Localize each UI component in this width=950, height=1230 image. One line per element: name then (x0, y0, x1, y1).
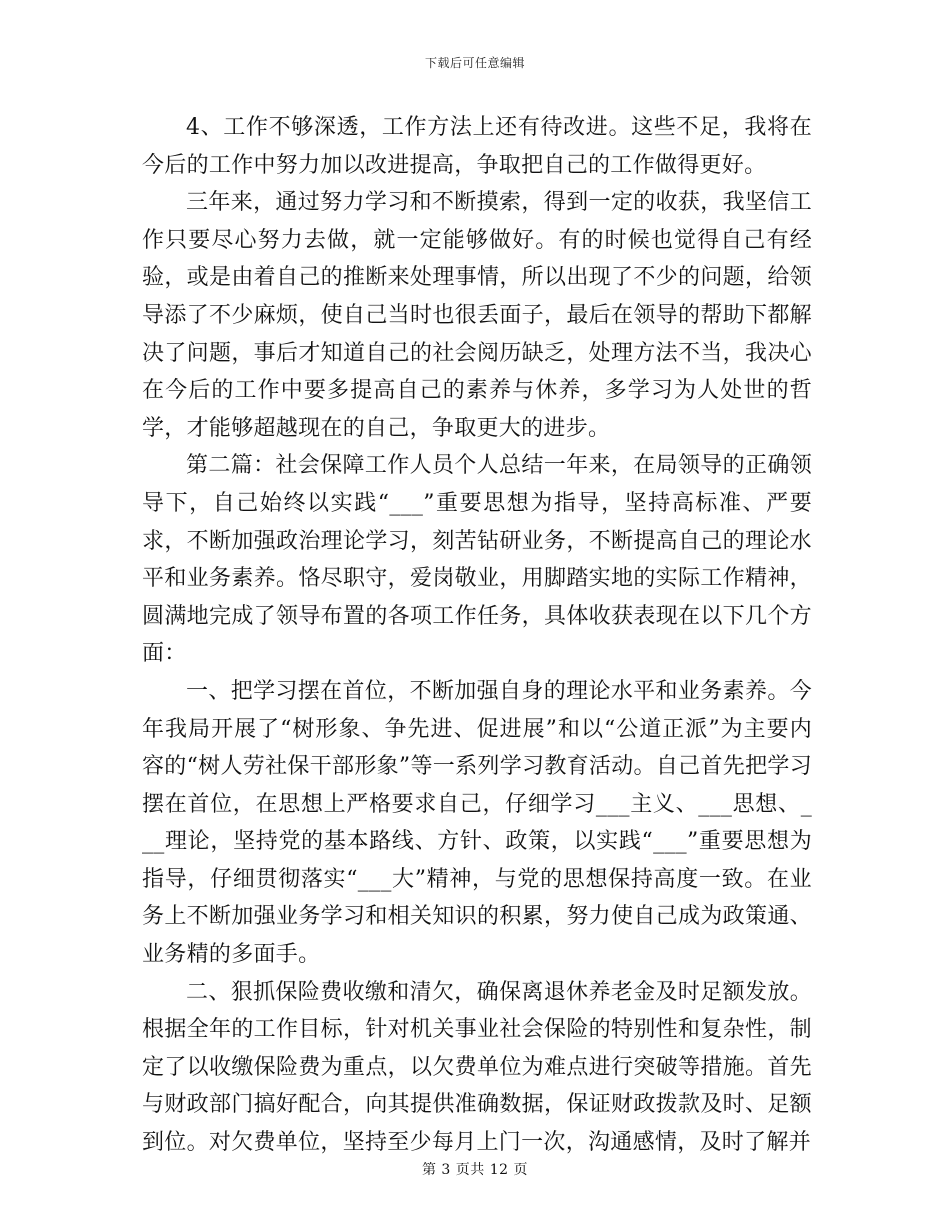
paragraph-5: 二、狠抓保险费收缴和清欠，确保离退休养老金及时足额发放。根据全年的工作目标，针对机关事业社会保险的特别性和复杂性，制定了以收缴保险费为重点，以欠费单位为难点进行突破等措施。首先与财政部门搞好配合，向其提供准确数据，保证财政拨款及时、足额到位。对欠费单位，坚持至少每月上门一次，沟通感情，及时了解并 (142, 979, 812, 1156)
paragraph-3: 第二篇：社会保障工作人员个人总结一年来，在局领导的正确领导下，自己始终以实践“___”重要思想为指导，坚持高标准、严要求，不断加强政治理论学习，刻苦钻研业务，不断提高自己的理论水平和业务素养。恪尽职守，爱岗敬业，用脚踏实地的实际工作精神，圆满地完成了领导布置的各项工作任务，具体收获表现在以下几个方面： (142, 453, 812, 667)
paragraph-4: 一、把学习摆在首位，不断加强自身的理论水平和业务素养。今年我局开展了“树形象、争先进、促进展”和以“公道正派”为主要内容的“树人劳社保干部形象”等一系列学习教育活动。自己首先把学习摆在首位，在思想上严格要求自己，仔细学习___主义、___思想、___理论，坚持党的基本路线、方针、政策，以实践“___”重要思想为指导，仔细贯彻落实“___大”精神，与党的思想保持高度一致。在业务上不断加强业务学习和相关知识的积累，努力使自己成为政策通、业务精的多面手。 (142, 678, 812, 968)
document-body (142, 109, 812, 1162)
paragraph-2: 三年来，通过努力学习和不断摸索，得到一定的收获，我坚信工作只要尽心努力去做，就一定能够做好。有的时候也觉得自己有经验，或是由着自己的推断来处理事情，所以出现了不少的问题，给领导添了不少麻烦，使自己当时也很丢面子，最后在领导的帮助下都解决了问题，事后才知道自己的社会阅历缺乏，处理方法不当，我决心在今后的工作中要多提高自己的素养与休养，多学习为人处世的哲学，才能够超越现在的自己，争取更大的进步。 (142, 190, 812, 441)
page-number: 第 3 页共 12 页 (421, 1162, 529, 1178)
paragraph-1: 4、工作不够深透，工作方法上还有待改进。这些不足，我将在今后的工作中努力加以改进提高，争取把自己的工作做得更好。 (142, 115, 812, 178)
header-note: 下载后可任意编辑 (424, 56, 525, 70)
